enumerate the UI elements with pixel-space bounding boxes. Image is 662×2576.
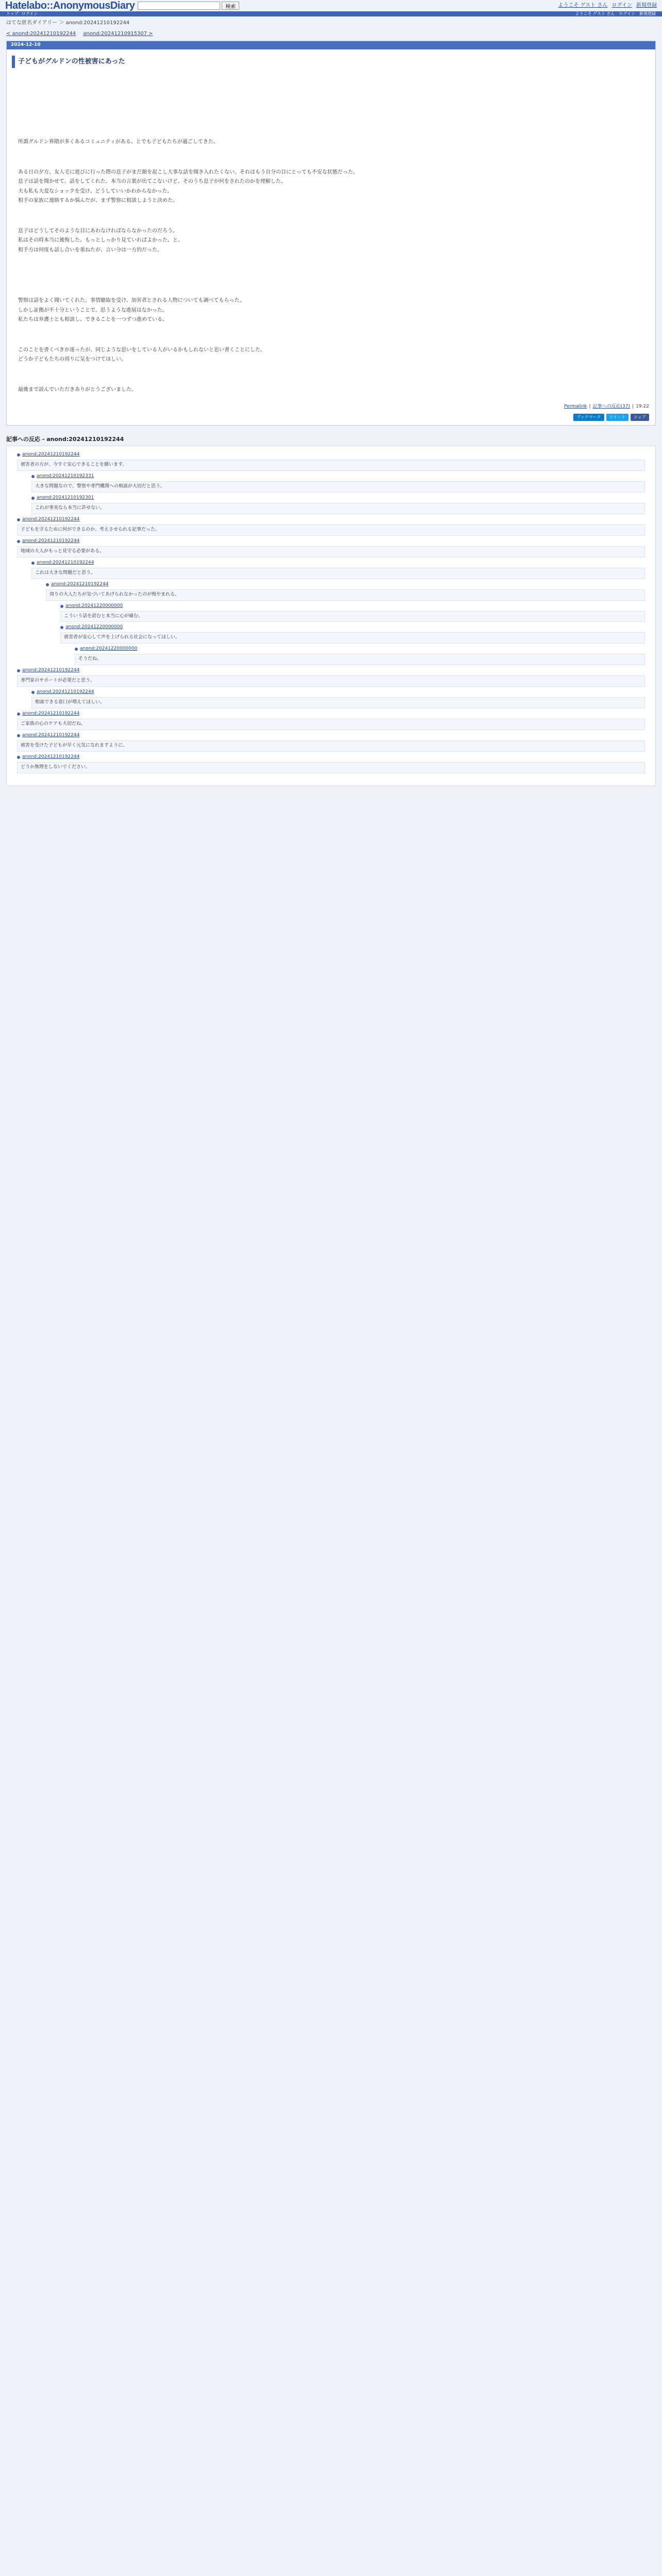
- nav-login[interactable]: ログイン: [21, 11, 38, 16]
- reply-body: [46, 589, 645, 601]
- share-bar: [7, 412, 655, 425]
- article-paragraph: [18, 148, 645, 168]
- reply-item: [17, 667, 645, 687]
- search-button[interactable]: 検索: [222, 2, 239, 10]
- article-paragraph: [18, 256, 645, 276]
- bullet-icon: [17, 713, 20, 716]
- reply-id-link[interactable]: anond:20241210192331: [37, 473, 94, 479]
- header-links: [558, 2, 657, 10]
- reply-body: [31, 503, 645, 514]
- reply-id-link[interactable]: anond:20241210192244: [37, 560, 94, 565]
- bullet-icon: [31, 497, 35, 500]
- bullet-icon: [17, 756, 20, 759]
- reply-item: [31, 495, 645, 514]
- article-paragraph: [18, 207, 645, 227]
- comments-link[interactable]: 記事への反応(37): [592, 404, 631, 410]
- bullet-icon: [60, 605, 63, 608]
- reply-text: 相談できる窓口が増えてほしい。: [35, 700, 105, 705]
- tweet-button[interactable]: ツイート: [606, 414, 629, 421]
- article-paragraph: [18, 326, 645, 346]
- article-paragraph: 息子はどうしてそのような目にあわなければならなかったのだろう。: [18, 228, 178, 234]
- reply-id-link[interactable]: anond:20241210192244: [22, 754, 80, 759]
- reply-text: 大きな問題なので、警察や専門機関への相談が大切だと思う。: [35, 484, 165, 489]
- reply-id-link[interactable]: anond:20241220000000: [65, 603, 123, 608]
- reply-id-link[interactable]: anond:20241210192244: [22, 710, 80, 716]
- reply-id-link[interactable]: anond:20241220000000: [65, 624, 123, 630]
- reply-text: 被害者が安心して声を上げられる社会になってほしい。: [64, 635, 180, 640]
- reply-body: [17, 675, 645, 687]
- reply-text: 専門家のサポートが必要だと思う。: [21, 678, 95, 684]
- reply-item: [31, 473, 645, 493]
- header-link-register[interactable]: 新規登録: [636, 3, 657, 9]
- site-logo[interactable]: Hatelabo::AnonymousDiary: [5, 0, 135, 11]
- bullet-icon: [31, 475, 35, 478]
- nav-top[interactable]: トップ: [6, 11, 19, 16]
- replies-title: 記事への反応 - anond:20241210192244: [6, 436, 124, 443]
- reply-body: [31, 697, 645, 708]
- pager: [0, 30, 662, 41]
- reply-body: [31, 568, 645, 579]
- article-paragraph: どうか子どもたちの周りに気をつけてほしい。: [18, 357, 126, 363]
- reply-tree: [6, 446, 656, 786]
- article-paragraph: [18, 117, 645, 138]
- reply-text: 被害を受けた子どもが早く元気になれますように。: [21, 742, 128, 748]
- article-paragraph: 相手方は何度も話し合いを重ねたが、言い分は一方的だった。: [18, 247, 162, 253]
- article-paragraph: [18, 365, 645, 386]
- article-paragraph: このことを書くべきか迷ったが、同じような思いをしている人がいるかもしれないと思い書くことにした。: [18, 347, 266, 353]
- reply-body: [75, 654, 645, 665]
- reply-item: [17, 754, 645, 773]
- next-link[interactable]: anond:20241210915307 >: [83, 30, 153, 37]
- reply-text: 地域の大人がもっと見守る必要がある。: [21, 548, 105, 554]
- nav-right-login[interactable]: ログイン: [619, 11, 635, 16]
- reply-body: [60, 632, 645, 643]
- reply-item: [17, 451, 645, 471]
- reply-id-link[interactable]: anond:20241210192244: [22, 668, 80, 673]
- breadcrumb: はてな匿名ダイアリー ＞ anond:20241210192244: [6, 20, 130, 26]
- reply-text: これは大きな問題だと思う。: [35, 570, 96, 575]
- share-button[interactable]: シェア: [631, 414, 649, 421]
- article-paragraph: [18, 97, 645, 117]
- reply-item: [31, 560, 645, 579]
- article-date: 2024-12-10: [7, 41, 655, 49]
- reply-body: [31, 481, 645, 493]
- bullet-icon: [17, 734, 20, 737]
- article-paragraph: しかし証拠が不十分ということで、思うような進展はなかった。: [18, 307, 168, 313]
- nav-welcome[interactable]: ようこそ ゲスト さん: [575, 11, 615, 16]
- reply-text: これが事実なら本当に許せない。: [35, 505, 105, 511]
- reply-id-link[interactable]: anond:20241210192244: [22, 732, 80, 738]
- reply-text: どうか無理をしないでください。: [21, 764, 91, 770]
- reply-text: そうだね。: [78, 656, 102, 662]
- reply-body: [17, 740, 645, 752]
- article-title[interactable]: 子どもがグルドンの性被害にあった: [12, 56, 650, 68]
- reply-item: [31, 689, 645, 708]
- bookmark-button[interactable]: ブックマーク: [573, 414, 604, 421]
- article-paragraph: ある日の夕方、友人宅に遊びに行った際の息子がまだ顔を起こし大事な話を聞き入れたくない。それはもう自分の目にとっても不安な状態だった。: [18, 169, 358, 175]
- reply-item: [60, 603, 645, 622]
- reply-item: [17, 516, 645, 536]
- bullet-icon: [75, 648, 78, 651]
- reply-item: [17, 538, 645, 557]
- reply-text: 子どもを守るために何ができるのか、考えさせられる記事だった。: [21, 527, 160, 533]
- article-paragraph: 息子は話を聞かせて、話をしてくれた。本当の言葉が出てこないけど、そのうち息子が何をされたのかを理解した。: [18, 179, 286, 185]
- reply-item: [46, 581, 645, 601]
- article-paragraph: 警察は話をよく聞いてくれた。事情聴取を受け、加害者とされる人物についても調べてもらった。: [18, 298, 245, 304]
- header-link-login[interactable]: ログイン: [611, 3, 632, 9]
- article: [6, 41, 656, 426]
- header-link-welcome[interactable]: ようこそ ゲスト さん: [558, 3, 608, 9]
- bullet-icon: [17, 453, 20, 456]
- reply-item: [17, 732, 645, 752]
- reply-item: [17, 710, 645, 730]
- bullet-icon: [31, 562, 35, 565]
- reply-id-link[interactable]: anond:20241210192301: [37, 495, 94, 501]
- reply-body: [60, 611, 645, 622]
- bullet-icon: [17, 540, 20, 543]
- reply-id-link[interactable]: anond:20241210192244: [22, 452, 80, 457]
- prev-link[interactable]: < anond:20241210192244: [6, 30, 76, 37]
- reply-body: [17, 719, 645, 730]
- nav-register[interactable]: 新規登録: [639, 11, 656, 16]
- article-paragraph: 最後まで読んでいただきありがとうございました。: [18, 386, 137, 393]
- article-paragraph: 相手の家族に連絡するか悩んだが、まず警察に相談しようと決めた。: [18, 198, 178, 204]
- reply-id-link[interactable]: anond:20241210192244: [51, 581, 109, 587]
- bullet-icon: [46, 583, 49, 586]
- bullet-icon: [17, 518, 20, 521]
- post-time: 19:22: [636, 404, 649, 410]
- article-body: [7, 71, 655, 400]
- reply-body: [17, 546, 645, 557]
- bullet-icon: [17, 669, 20, 672]
- article-footer: Permalink | 記事への反応(37) | 19:22: [7, 400, 655, 412]
- reply-item: [60, 624, 645, 643]
- bullet-icon: [31, 691, 35, 694]
- reply-item: [75, 646, 645, 665]
- permalink[interactable]: Permalink: [564, 404, 587, 410]
- article-paragraph: 夫も私も大変なショックを受け、どうしていいかわからなかった。: [18, 188, 173, 194]
- reply-body: [17, 762, 645, 773]
- article-paragraph: 私たちは弁護士とも相談し、できることを一つずつ進めている。: [18, 317, 168, 323]
- search-input[interactable]: [138, 2, 220, 10]
- reply-text: 被害者の方が、今すぐ安心できることを願います。: [21, 462, 127, 468]
- reply-body: [17, 524, 645, 536]
- article-paragraph: 所謂グルドン界隈が多くあるコミュニティがある。とでも子どもたちが過ごしてきた。: [18, 139, 219, 145]
- top-bar: [0, 0, 662, 11]
- reply-text: 周りの大人たちが気づいてあげられなかったのが悔やまれる。: [49, 591, 180, 597]
- reply-text: こういう話を読むと本当に心が痛む。: [64, 613, 143, 619]
- reply-id-link[interactable]: anond:20241210192244: [22, 538, 80, 544]
- reply-body: [17, 460, 645, 471]
- bullet-icon: [60, 626, 63, 629]
- article-paragraph: [18, 276, 645, 297]
- reply-text: ご家族の心のケアも大切だね。: [21, 721, 86, 726]
- reply-id-link[interactable]: anond:20241220000000: [80, 646, 138, 652]
- article-paragraph: 私はその時本当に後悔した。もっとしっかり見ていればよかった、と。: [18, 238, 183, 244]
- reply-id-link[interactable]: anond:20241210192244: [22, 517, 80, 522]
- reply-id-link[interactable]: anond:20241210192244: [37, 689, 94, 695]
